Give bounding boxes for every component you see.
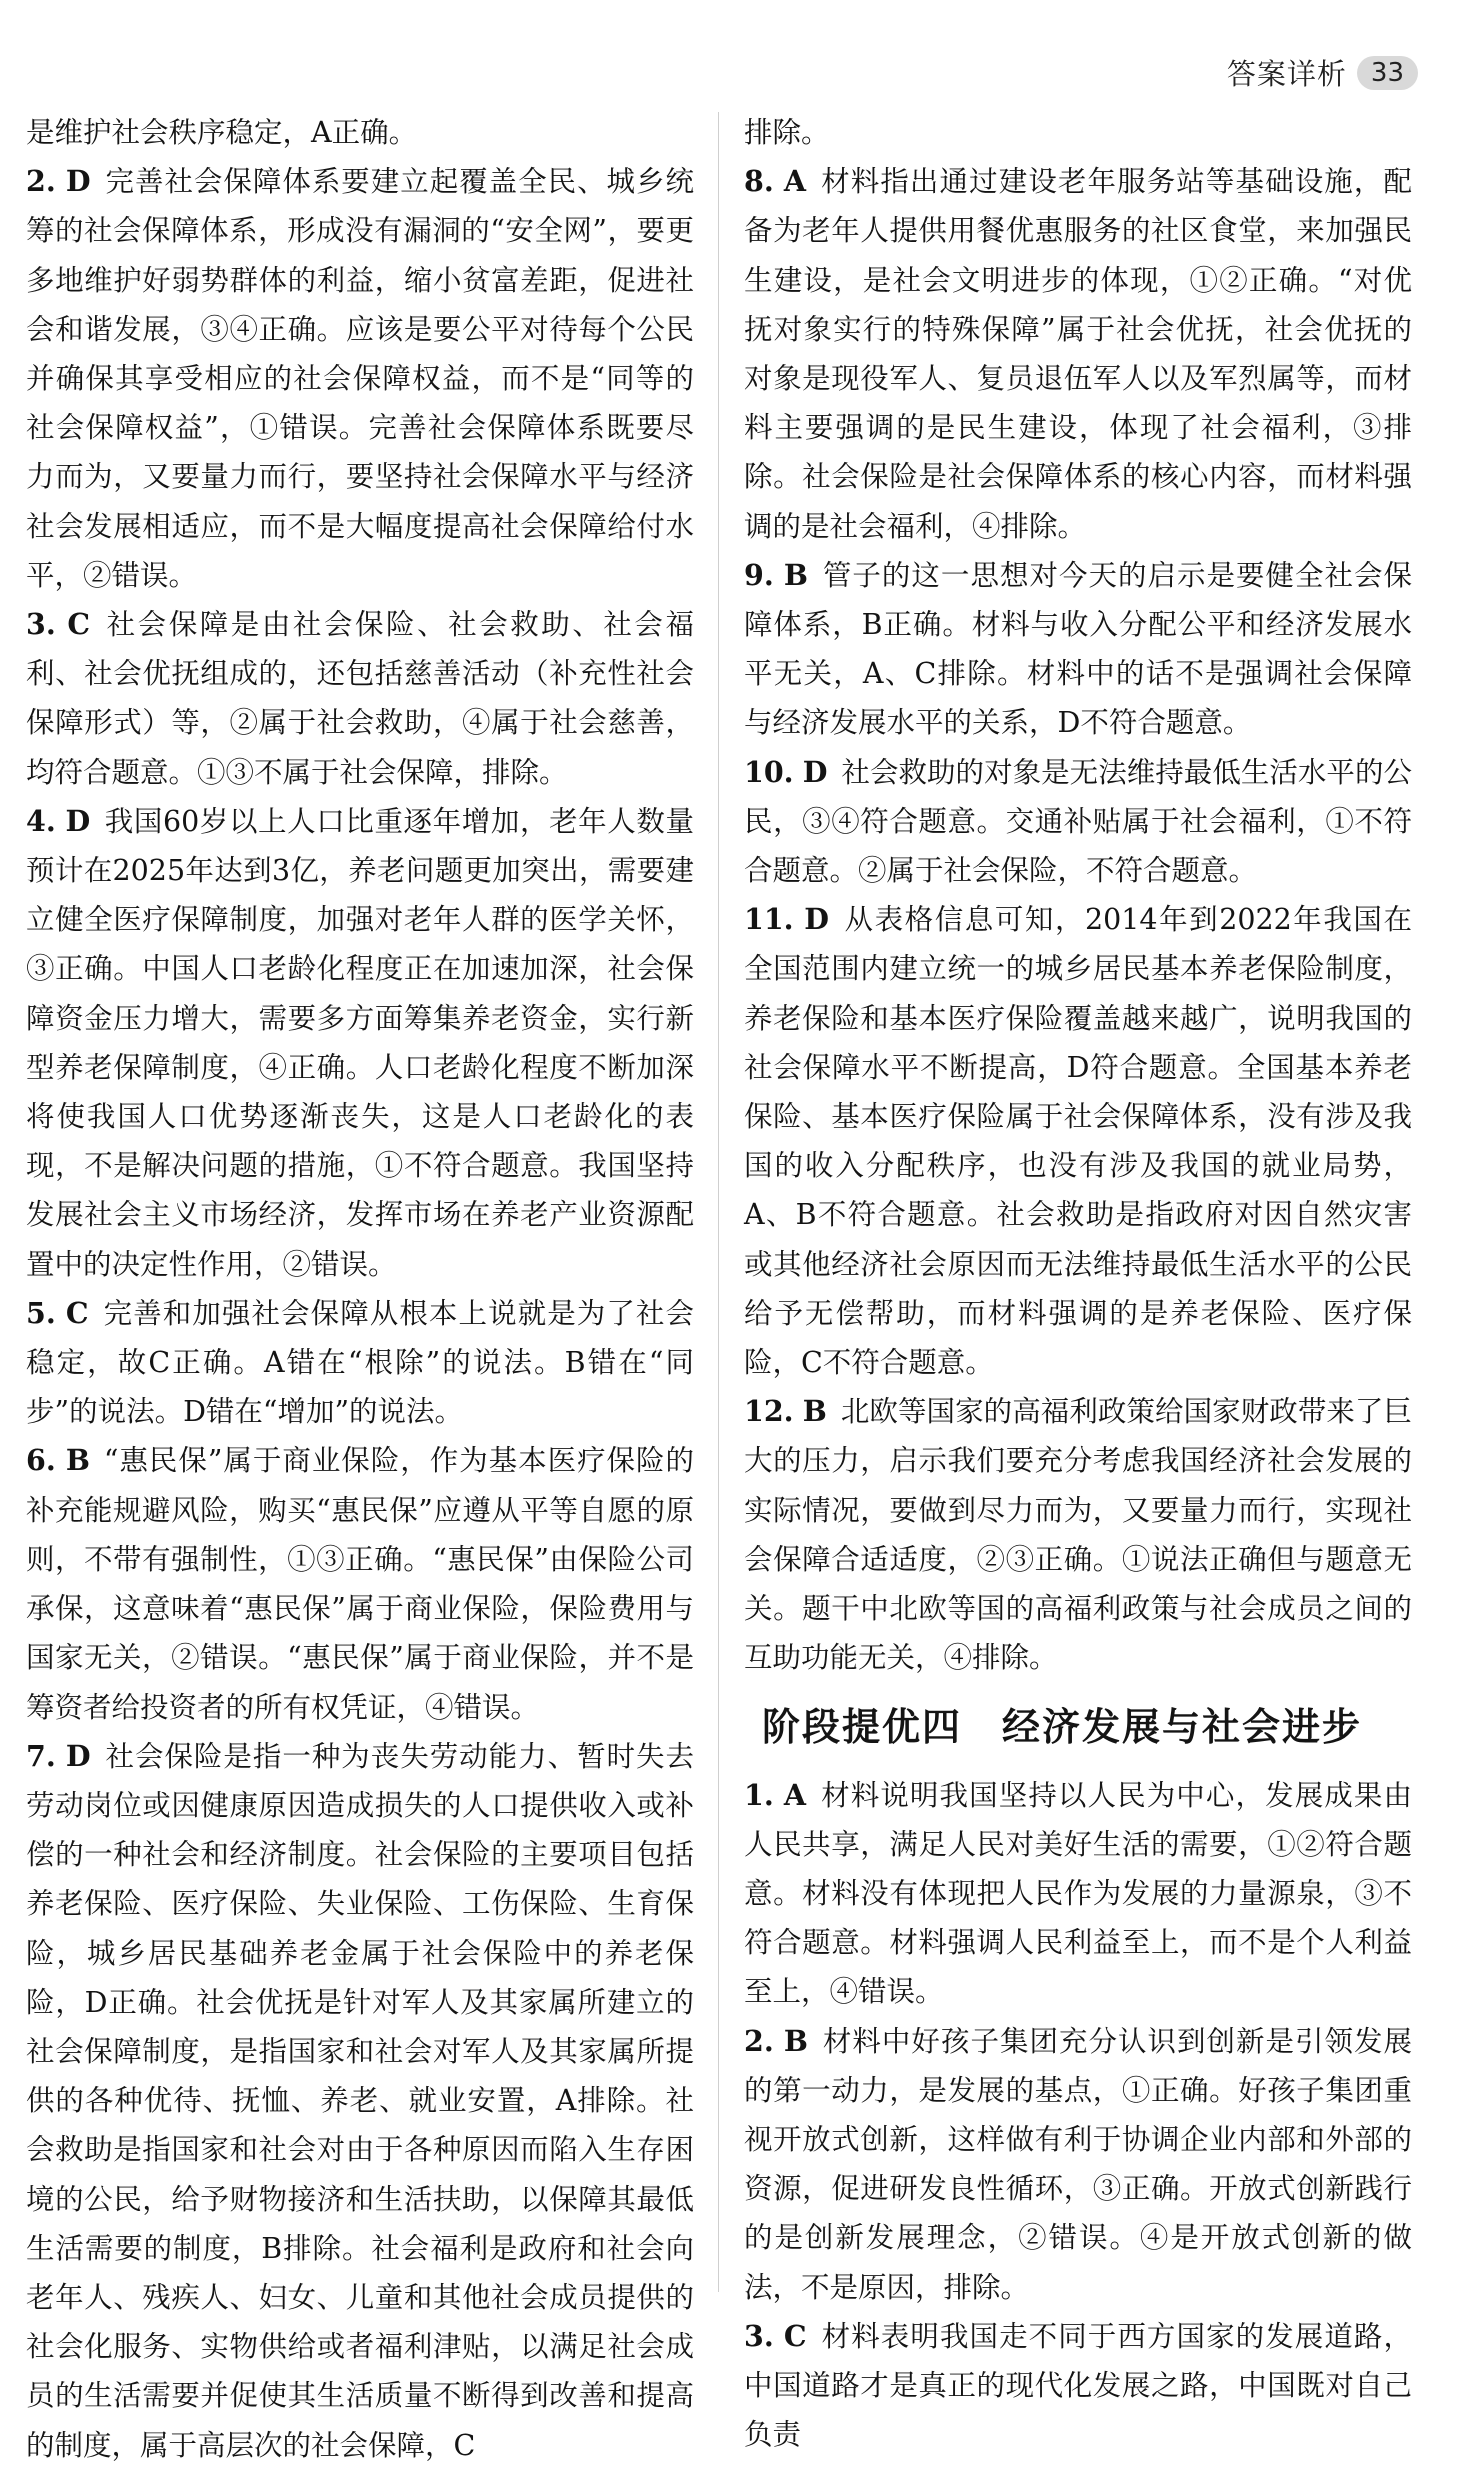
right-column-bottom (744, 1771, 1412, 2460)
answer-entry (744, 1771, 1412, 2017)
answer-entry (26, 600, 694, 797)
explanation-text: 材料说明我国坚持以人民为中心，发展成果由人民共享，满足人民对美好生活的需要，①②符合题意。材料没有体现把人民作为发展的力量源泉，③不符合题意。材料强调人民利益至上，而不是个人利益至上，④错误。 (744, 1778, 1412, 2009)
explanation-text: 排除。 (744, 116, 830, 149)
question-number: 10. (744, 754, 794, 789)
answer-letter: C (783, 2318, 807, 2353)
answer-entry (744, 895, 1412, 1387)
question-number: 2. (26, 164, 56, 199)
answer-letter: B (802, 1394, 827, 1429)
answer-entry (744, 2312, 1412, 2460)
explanation-text: 材料指出通过建设老年服务站等基础设施，配备为老年人提供用餐优惠服务的社区食堂，来加强民生建设，是社会文明进步的体现，①②正确。“对优抚对象实行的特殊保障”属于社会优抚，社会优抚的对象是现役军人、复员退伍军人以及军烈属等，而材料主要强调的是民生建设，体现了社会福利，③排除。社会保险是社会保障体系的核心内容，而材料强调的是社会福利，④排除。 (744, 165, 1412, 543)
answer-letter: B (783, 557, 808, 592)
answer-letter: D (65, 164, 91, 199)
question-number: 11. (744, 902, 794, 937)
right-column-top (744, 108, 1412, 1683)
question-number: 3. (26, 607, 56, 642)
explanation-text: “惠民保”属于商业保险，作为基本医疗保险的补充能规避风险，购买“惠民保”应遵从平等自愿的原则，不带有强制性，①③正确。“惠民保”由保险公司承保，这意味着“惠民保”属于商业保险，保险费用与国家无关，②错误。“惠民保”属于商业保险，并不是筹资者给投资者的所有权凭证，④错误。 (26, 1444, 694, 1724)
question-number: 6. (26, 1443, 56, 1478)
explanation-text: 从表格信息可知，2014年到2022年我国在全国范围内建立统一的城乡居民基本养老保险制度，养老保险和基本医疗保险覆盖越来越广，说明我国的社会保障水平不断提高，D符合题意。全国基本养老保险、基本医疗保险属于社会保障体系，没有涉及我国的收入分配秩序，也没有涉及我国的就业局势，A、B不符合题意。社会救助是指政府对因自然灾害或其他经济社会原因而无法维持最低生活水平的公民给予无偿帮助，而材料强调的是养老保险、医疗保险，C不符合题意。 (744, 903, 1412, 1380)
question-number: 5. (26, 1295, 56, 1330)
page-header (1227, 52, 1418, 93)
question-number: 1. (744, 1777, 774, 1812)
answer-letter: C (67, 607, 91, 642)
question-number: 9. (744, 557, 774, 592)
explanation-text: 社会保险是指一种为丧失劳动能力、暂时失去劳动岗位或因健康原因造成损失的人口提供收入或补偿的一种社会和经济制度。社会保险的主要项目包括养老保险、医疗保险、失业保险、工伤保险、生育保险，城乡居民基础养老金属于社会保险中的养老保险，D正确。社会优抚是针对军人及其家属所建立的社会保障制度，是指国家和社会对军人及其家属所提供的各种优待、抚恤、养老、就业安置，A排除。社会救助是指国家和社会对由于各种原因而陷入生存困境的公民，给予财物接济和生活扶助，以保障其最低生活需要的制度，B排除。社会福利是政府和社会向老年人、残疾人、妇女、儿童和其他社会成员提供的社会化服务、实物供给或者福利津贴，以满足社会成员的生活需要并促使其生活质量不断得到改善和提高的制度，属于高层次的社会保障，C (26, 1739, 694, 2462)
answer-letter: B (65, 1443, 90, 1478)
explanation-text: 材料中好孩子集团充分认识到创新是引领发展的第一动力，是发展的基点，①正确。好孩子集团重视开放式创新，这样做有利于协调企业内部和外部的资源，促进研发良性循环，③正确。开放式创新践行的是创新发展理念，②错误。④是开放式创新的做法，不是原因，排除。 (744, 2024, 1412, 2304)
explanation-text: 完善社会保障体系要建立起覆盖全民、城乡统筹的社会保障体系，形成没有漏洞的“安全网”，要更多地维护好弱势群体的利益，缩小贫富差距，促进社会和谐发展，③④正确。应该是要公平对待每个公民并确保其享受相应的社会保障权益，而不是“同等的社会保障权益”，①错误。完善社会保障体系既要尽力而为，又要量力而行，要坚持社会保障水平与经济社会发展相适应，而不是大幅度提高社会保障给付水平，②错误。 (26, 165, 694, 592)
answer-entry (744, 551, 1412, 748)
explanation-text: 我国60岁以上人口比重逐年增加，老年人数量预计在2025年达到3亿，养老问题更加突出，需要建立健全医疗保障制度，加强对老年人群的医学关怀，③正确。中国人口老龄化程度正在加速加深，社会保障资金压力增大，需要多方面筹集养老资金，实行新型养老保障制度，④正确。人口老龄化程度不断加深将使我国人口优势逐渐丧失，这是人口老龄化的表现，不是解决问题的措施，①不符合题意。我国坚持发展社会主义市场经济，发挥市场在养老产业资源配置中的决定性作用，②错误。 (26, 804, 694, 1281)
explanation-text: 北欧等国家的高福利政策给国家财政带来了巨大的压力，启示我们要充分考虑我国经济社会发展的实际情况，要做到尽力而为，又要量力而行，实现社会保障合适适度，②③正确。①说法正确但与题意无关。题干中北欧等国的高福利政策与社会成员之间的互助功能无关，④排除。 (744, 1395, 1412, 1675)
answer-entry (26, 157, 694, 600)
answer-letter: D (802, 754, 828, 789)
answer-entry (26, 797, 694, 1289)
question-number: 3. (744, 2318, 774, 2353)
page-number-badge: 33 (1357, 56, 1418, 90)
question-number: 4. (26, 803, 56, 838)
question-number: 8. (744, 164, 774, 199)
answer-letter: C (65, 1295, 89, 1330)
right-column (744, 108, 1412, 2459)
answer-letter: D (65, 803, 91, 838)
answer-letter: A (783, 164, 807, 199)
column-divider (718, 112, 719, 2292)
question-number: 12. (744, 1394, 794, 1429)
answer-entry (744, 157, 1412, 551)
answer-entry (26, 108, 694, 157)
answer-entry (744, 2017, 1412, 2312)
section-title: 阶段提优四 经济发展与社会进步 (762, 1704, 1363, 1749)
question-number: 7. (26, 1738, 56, 1773)
answer-letter: B (783, 2023, 808, 2058)
explanation-text: 是维护社会秩序稳定，A正确。 (26, 116, 418, 149)
explanation-text: 完善和加强社会保障从根本上说就是为了社会稳定，故C正确。A错在“根除”的说法。B错在“同步”的说法。D错在“增加”的说法。 (26, 1296, 694, 1429)
answer-entry (26, 1289, 694, 1437)
left-column (26, 108, 694, 2470)
answer-entry (744, 108, 1412, 157)
answer-letter: D (804, 902, 829, 937)
answer-entry (744, 748, 1412, 896)
explanation-text: 社会救助的对象是无法维持最低生活水平的公民，③④符合题意。交通补贴属于社会福利，①不符合题意。②属于社会保险，不符合题意。 (744, 755, 1412, 888)
answer-entry (26, 1732, 694, 2470)
answer-entry (26, 1436, 694, 1731)
explanation-text: 社会保障是由社会保险、社会救助、社会福利、社会优抚组成的，还包括慈善活动（补充性社会保障形式）等，②属于社会救助，④属于社会慈善，均符合题意。①③不属于社会保障，排除。 (26, 608, 694, 789)
explanation-text: 材料表明我国走不同于西方国家的发展道路，中国道路才是真正的现代化发展之路，中国既对自己负责 (744, 2319, 1412, 2452)
explanation-text: 管子的这一思想对今天的启示是要健全社会保障体系，B正确。材料与收入分配公平和经济发展水平无关，A、C排除。材料中的话不是强调社会保障与经济发展水平的关系，D不符合题意。 (744, 558, 1412, 740)
header-label: 答案详析 (1226, 57, 1347, 91)
question-number: 2. (744, 2023, 774, 2058)
answer-letter: D (65, 1738, 91, 1773)
answer-letter: A (783, 1777, 807, 1812)
answer-entry (744, 1387, 1412, 1682)
